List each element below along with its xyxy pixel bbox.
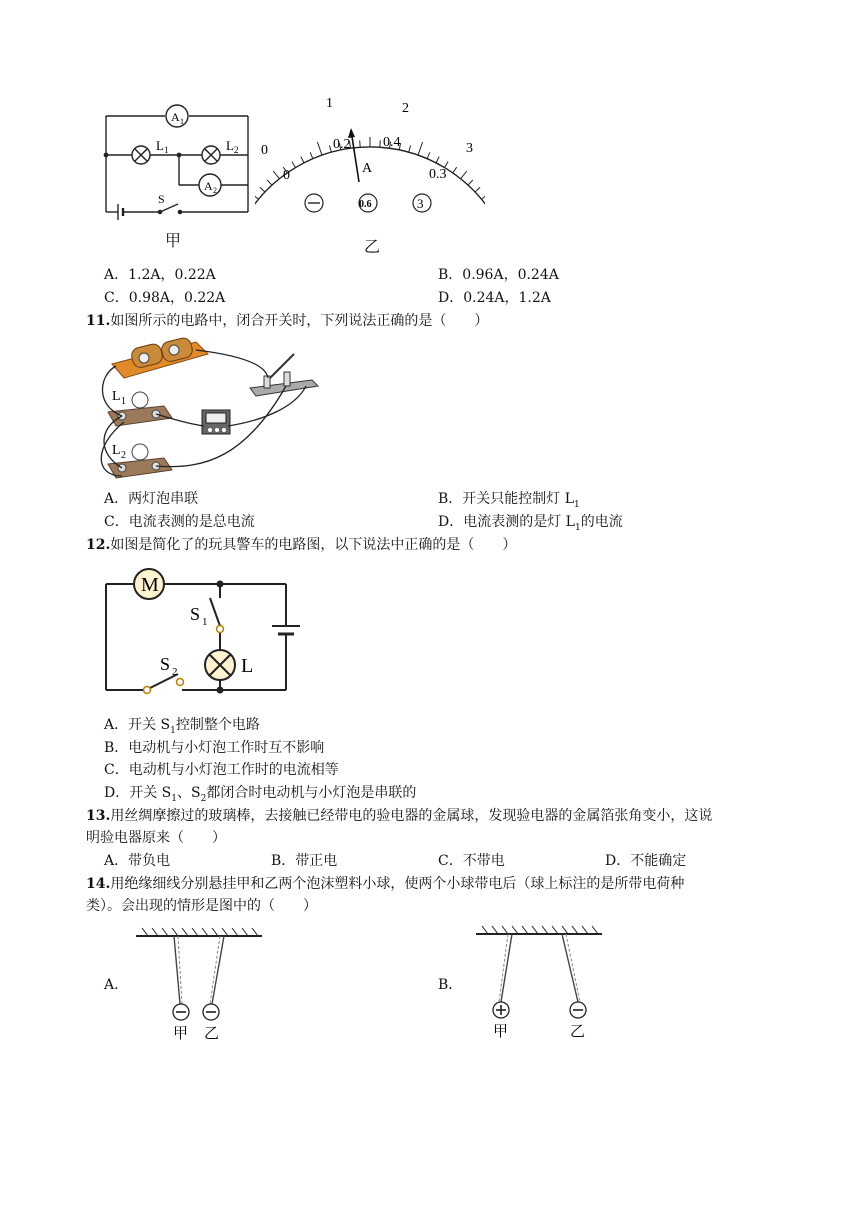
q12-stem: 12.如图是简化了的玩具警车的电路图，以下说法中正确的是（ ）	[86, 537, 517, 553]
dial-tick	[436, 157, 439, 163]
svg-text:2: 2	[234, 145, 239, 155]
dial-tick	[301, 157, 304, 163]
q10-option-c[interactable]: C．0.98A，0.22A	[104, 290, 226, 306]
lamp-l2-label: L	[226, 138, 234, 153]
dial-tick	[380, 140, 381, 147]
q12-option-d[interactable]: D．开关 $S_1$、$S_2$都闭合时电动机与小灯泡是串联的	[104, 785, 417, 804]
dial-bottom-02: 0.2	[333, 137, 351, 152]
q12-option-b[interactable]: B．电动机与小灯泡工作时互不影响	[104, 740, 325, 756]
dial-tick	[260, 187, 265, 192]
dial-tick	[317, 142, 322, 155]
dial-bottom-0: 0	[283, 168, 290, 183]
q12-circuit-diagram	[100, 568, 310, 698]
q13-option-c[interactable]: C．不带电	[438, 853, 505, 869]
terminal-06: 0.6	[359, 199, 372, 210]
svg-text:1: 1	[202, 616, 208, 628]
q14b-label-yi: 乙	[570, 1024, 586, 1038]
dial-tick	[453, 167, 457, 173]
dial-tick	[267, 180, 272, 185]
q12-option-a[interactable]: A．开关 $S_1$控制整个电路	[104, 717, 260, 736]
q10-option-d[interactable]: D．0.24A，1.2A	[438, 290, 551, 306]
lamp-l-label: L	[241, 655, 254, 677]
svg-text:1: 1	[121, 396, 126, 407]
dial-tick	[360, 140, 361, 147]
dial-tick	[273, 171, 279, 179]
q11-option-b[interactable]: B．开关只能控制灯 $L_1$	[438, 491, 580, 510]
caption-jia: 甲	[165, 231, 182, 250]
dial-top-3: 3	[466, 141, 473, 156]
q13-option-d[interactable]: D．不能确定	[605, 853, 687, 869]
q13-stem-line1: 13.用丝绸摩擦过的玻璃棒，去接触已经带电的验电器的金属球，发现验电器的金属箔张角变小，这说	[86, 808, 713, 824]
dial-tick	[427, 152, 430, 158]
svg-text:1: 1	[180, 117, 184, 126]
q14-stem-line2: 类）。会出现的情形是图中的（ ）	[86, 898, 317, 914]
terminal-3: 3	[417, 196, 424, 211]
ammeter-a2-label: A	[204, 179, 213, 193]
q11-option-c[interactable]: C．电流表测的是总电流	[104, 514, 255, 530]
motor-label: M	[141, 574, 159, 596]
circuit-diagram-jia	[100, 100, 260, 225]
dial-tick	[475, 187, 480, 192]
q14-figure-b	[474, 922, 606, 1038]
dial-tick	[409, 146, 411, 153]
caption-yi: 乙	[364, 237, 381, 256]
q11-physical-circuit	[96, 336, 328, 482]
dial-tick	[255, 195, 259, 200]
dial-top-0: 0	[261, 143, 268, 158]
q11-option-a[interactable]: A．两灯泡串联	[104, 491, 199, 507]
svg-text:2: 2	[121, 450, 126, 461]
q13-option-a[interactable]: A．带负电	[104, 853, 171, 869]
dial-unit: A	[362, 161, 373, 176]
ammeter-dial-yi	[255, 92, 485, 222]
q11-option-d[interactable]: D．电流表测的是灯 $L_1$的电流	[438, 514, 623, 533]
q14-figure-a	[134, 926, 266, 1042]
q10-option-b[interactable]: B．0.96A，0.24A	[438, 267, 559, 283]
dial-tick	[310, 152, 313, 158]
svg-text:2: 2	[172, 666, 178, 678]
dial-tick	[292, 162, 296, 168]
dial-top-2: 2	[402, 101, 409, 116]
q13-stem-line2: 明验电器原来（ ）	[86, 830, 226, 846]
q14-stem-line1: 14.用绝缘细线分别悬挂甲和乙两个泡沫塑料小球，使两个小球带电后（球上标注的是所带电荷种	[86, 876, 685, 892]
dial-tick	[468, 180, 473, 185]
dial-bottom-04: 0.4	[383, 135, 401, 150]
q11-l1-label: L	[112, 389, 121, 404]
q14-option-a[interactable]: A．	[104, 977, 129, 993]
ammeter-a1-label: A	[171, 110, 180, 124]
q14b-label-jia: 甲	[493, 1024, 509, 1038]
q13-option-b[interactable]: B．带正电	[271, 853, 338, 869]
q10-option-a[interactable]: A．1.2A，0.22A	[104, 267, 216, 283]
svg-text:1: 1	[164, 145, 169, 155]
dial-top-1: 1	[326, 96, 333, 111]
q11-stem: 11.如图所示的电路中，闭合开关时，下列说法正确的是（ ）	[86, 313, 489, 329]
dial-tick	[461, 171, 467, 179]
q11-l2-label: L	[112, 443, 121, 458]
switch-s2-label: S	[160, 654, 171, 674]
q14-option-b[interactable]: B．	[438, 977, 463, 993]
q14a-label-yi: 乙	[204, 1026, 220, 1042]
svg-text:2: 2	[213, 186, 217, 195]
dial-tick	[482, 195, 486, 200]
switch-s1-label: S	[190, 604, 201, 624]
dial-bottom-06: 0.3	[429, 167, 447, 182]
dial-tick	[418, 142, 423, 155]
lamp-l1-label: L	[156, 138, 164, 153]
q12-option-c[interactable]: C．电动机与小灯泡工作时的电流相等	[104, 762, 339, 778]
q14a-label-jia: 甲	[173, 1026, 189, 1042]
switch-s-label: S	[158, 192, 165, 206]
dial-tick	[330, 146, 332, 153]
